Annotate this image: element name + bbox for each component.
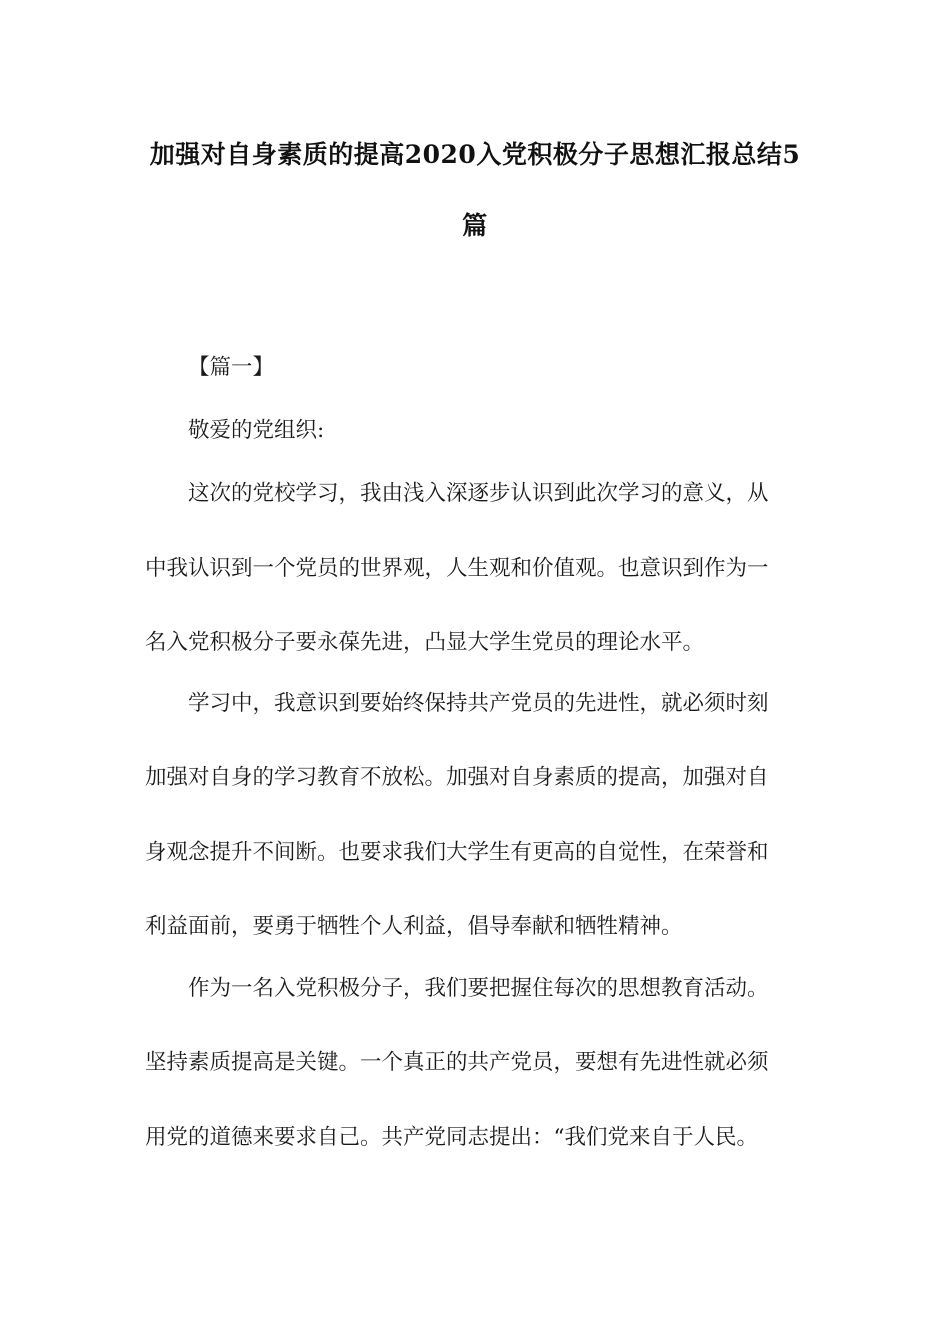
document-title-line-1: 加强对自身素质的提高2020入党积极分子思想汇报总结5: [149, 140, 801, 169]
paragraph-2-line-4: 利益面前，要勇于牺牲个人利益，倡导奉献和牺牲精神。: [145, 914, 683, 939]
paragraph-2-line-2: 加强对自身的学习教育不放松。加强对自身素质的提高，加强对自: [145, 765, 769, 790]
paragraph-3-line-3: 用党的道德来要求自己。共产党同志提出：“我们党来自于人民。: [145, 1125, 758, 1150]
paragraph-1-line-2: 中我认识到一个党员的世界观，人生观和价值观。也意识到作为一: [145, 556, 769, 581]
section-heading: 【篇一】: [188, 355, 275, 380]
paragraph-1-line-3: 名入党积极分子要永葆先进，凸显大学生党员的理论水平。: [145, 630, 705, 655]
paragraph-2-line-3: 身观念提升不间断。也要求我们大学生有更高的自觉性，在荣誉和: [145, 840, 769, 865]
document-title-line-2: 篇: [462, 211, 488, 240]
paragraph-3-line-2: 坚持素质提高是关键。一个真正的共产党员，要想有先进性就必须: [145, 1050, 769, 1075]
paragraph-3-line-1: 作为一名入党积极分子，我们要把握住每次的思想教育活动。: [188, 976, 769, 1001]
salutation: 敬爱的党组织:: [188, 418, 325, 443]
paragraph-2-line-1: 学习中，我意识到要始终保持共产党员的先进性，就必须时刻: [188, 691, 769, 716]
paragraph-1-line-1: 这次的党校学习，我由浅入深逐步认识到此次学习的意义，从: [188, 481, 769, 506]
